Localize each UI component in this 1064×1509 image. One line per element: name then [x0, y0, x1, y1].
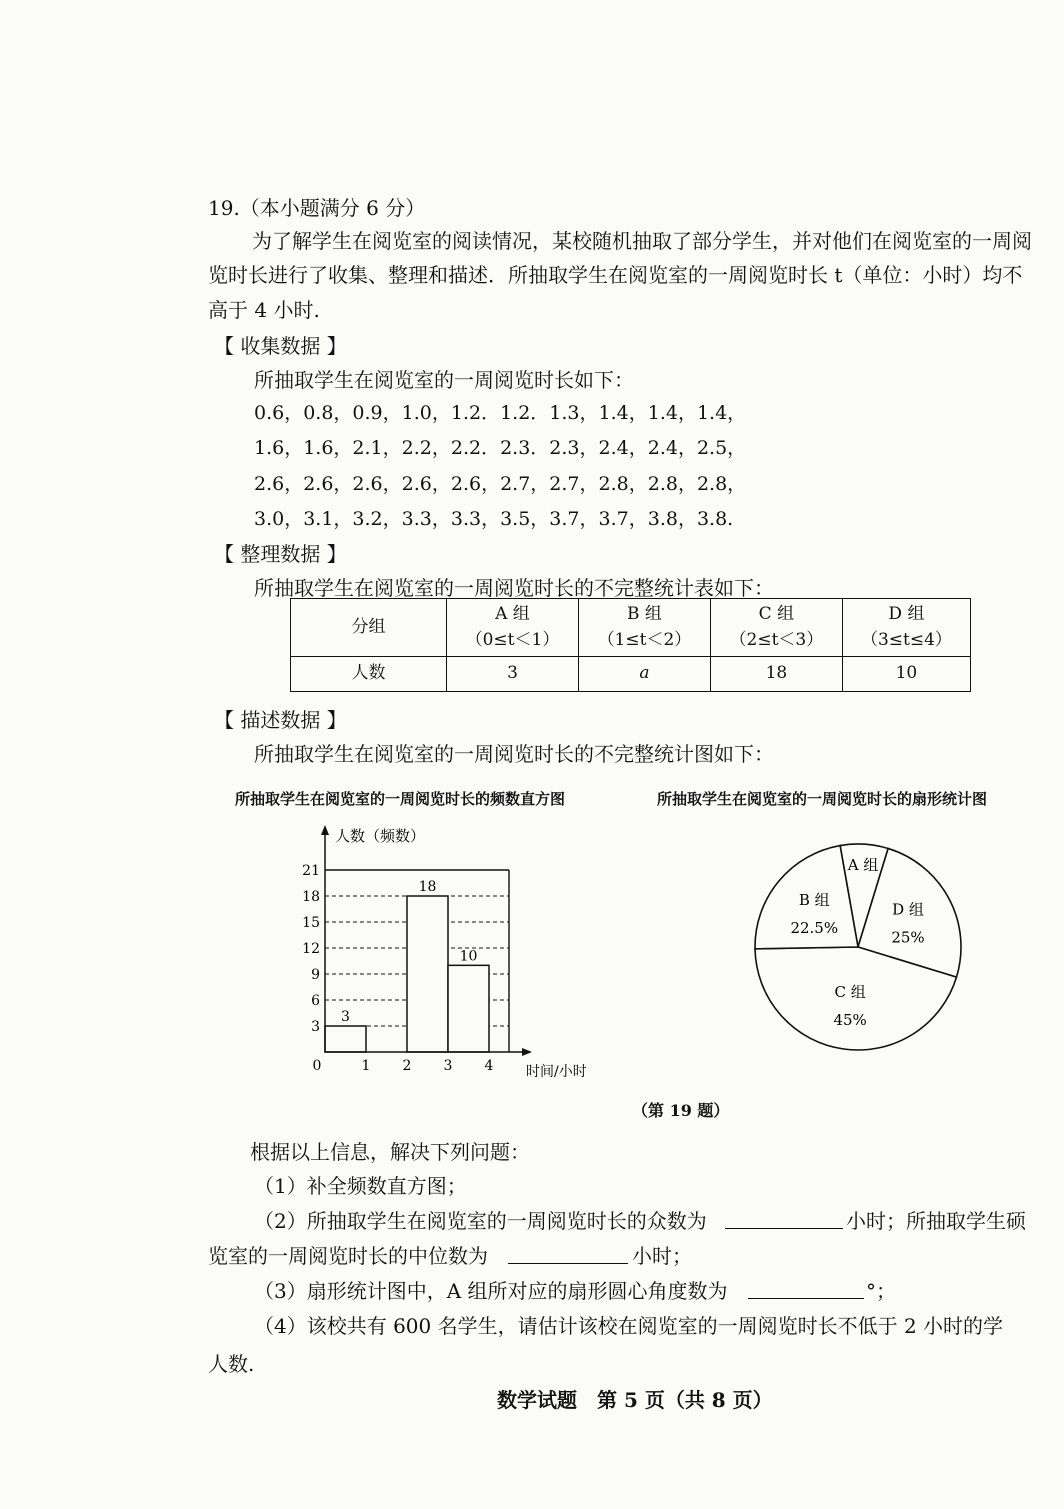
problem-4-part-b: 人数. [208, 1352, 255, 1376]
answer-blank-angle[interactable] [748, 1298, 864, 1299]
table-row-label: 人数 [291, 657, 447, 692]
histogram-data-label: 10 [459, 948, 478, 965]
pie-slice-label: D 组 [892, 900, 924, 919]
histogram-x-axis-label: 时间/小时 [526, 1064, 587, 1080]
problem-1: （1）补全频数直方图； [254, 1174, 467, 1198]
problem-3-part-b: °； [866, 1279, 896, 1303]
histogram-data-label: 3 [341, 1009, 350, 1025]
histogram-x-arrow [522, 1048, 532, 1056]
problem-2-part-d: 小时； [632, 1244, 692, 1268]
describe-heading: 【 描述数据 】 [214, 708, 347, 732]
data-row-4: 3.0，3.1，3.2，3.3，3.3，3.5，3.7，3.7，3.8，3.8. [254, 508, 734, 530]
intro-line-2: 览时长进行了收集、整理和描述．所抽取学生在阅览室的一周阅览时长 t（单位：小时）均不 [208, 263, 1023, 287]
page-footer: 数学试题 第 5 页（共 8 页） [497, 1388, 773, 1412]
pie-slice-label: A 组 [847, 855, 879, 874]
pie-slice-label: B 组 [798, 890, 830, 909]
table-cell-d: 10 [842, 657, 970, 692]
intro-line-1: 为了解学生在阅览室的阅读情况，某校随机抽取了部分学生，并对他们在阅览室的一周阅 [252, 229, 1032, 253]
histogram-y-tick-label: 15 [302, 915, 320, 931]
organize-heading: 【 整理数据 】 [214, 542, 347, 566]
figure-caption: （第 19 题） [632, 1101, 730, 1120]
pie-slice-percent: 22.5% [790, 918, 839, 937]
pie-slice-percent: 45% [833, 1011, 867, 1030]
histogram-data-label: 18 [418, 879, 437, 895]
answer-blank-median[interactable] [508, 1263, 628, 1264]
histogram-chart [290, 815, 630, 1090]
problems-lead: 根据以上信息，解决下列问题： [250, 1140, 530, 1164]
collect-heading: 【 收集数据 】 [214, 334, 347, 358]
describe-desc: 所抽取学生在阅览室的一周阅览时长的不完整统计图如下： [254, 742, 774, 766]
pie-slice-label: C 组 [834, 983, 866, 1002]
table-header-d: D 组 （3≤t≤4） [842, 599, 970, 657]
histogram-y-arrow [321, 825, 329, 835]
problem-2-part-b: 小时；所抽取学生硕 [846, 1209, 1026, 1233]
data-row-3: 2.6，2.6，2.6，2.6，2.6，2.7，2.7，2.8，2.8，2.8， [254, 473, 747, 495]
table-cell-a: 3 [447, 657, 579, 692]
histogram-y-tick-label: 9 [311, 967, 320, 983]
organize-desc: 所抽取学生在阅览室的一周阅览时长的不完整统计表如下： [254, 576, 774, 600]
table-header-group: 分组 [291, 599, 447, 657]
histogram-x-tick-label: 3 [443, 1058, 453, 1074]
histogram-y-axis-label: 人数（频数） [335, 827, 426, 845]
table-header-c: C 组 （2≤t＜3） [710, 599, 842, 657]
histogram-x-tick-label: 0 [312, 1058, 322, 1074]
table-header-a: A 组 （0≤t＜1） [447, 599, 579, 657]
problem-2-part-c: 览室的一周阅览时长的中位数为 [208, 1244, 488, 1268]
pie-slice-percent: 25% [891, 928, 925, 947]
histogram-title: 所抽取学生在阅览室的一周阅览时长的频数直方图 [235, 790, 566, 808]
histogram-bar [325, 1026, 366, 1052]
histogram-y-tick-label: 21 [302, 863, 320, 879]
problem-4-part-a: （4）该校共有 600 名学生，请估计该校在阅览室的一周阅览时长不低于 2 小时的学 [254, 1314, 1004, 1338]
statistics-table [290, 598, 971, 692]
histogram-x-tick-label: 1 [361, 1058, 371, 1074]
question-title: 19.（本小题满分 6 分） [208, 196, 426, 220]
histogram-bar [448, 965, 489, 1052]
pie-slices [755, 844, 961, 1050]
table-cell-c: 18 [710, 657, 842, 692]
problem-2-part-a: （2）所抽取学生在阅览室的一周阅览时长的众数为 [254, 1209, 707, 1233]
problem-3-part-a: （3）扇形统计图中，A 组所对应的扇形圆心角度数为 [254, 1279, 728, 1303]
table-header-b: B 组 （1≤t＜2） [578, 599, 710, 657]
histogram-y-tick-label: 18 [302, 889, 320, 905]
table-cell-b: a [578, 657, 710, 692]
data-row-1: 0.6，0.8，0.9，1.0，1.2．1.2．1.3，1.4，1.4，1.4， [254, 402, 747, 424]
histogram-y-tick-label: 6 [311, 993, 320, 1009]
histogram-x-tick-label: 2 [402, 1058, 412, 1074]
pie-chart [740, 835, 980, 1065]
histogram-x-tick-label: 4 [484, 1058, 494, 1074]
collect-desc: 所抽取学生在阅览室的一周阅览时长如下： [254, 368, 634, 392]
histogram-y-tick-label: 3 [311, 1019, 320, 1035]
histogram-y-tick-label: 12 [302, 941, 320, 957]
intro-line-3: 高于 4 小时. [208, 298, 320, 322]
data-row-2: 1.6，1.6，2.1，2.2，2.2．2.3．2.3，2.4，2.4，2.5， [254, 437, 747, 459]
histogram-bar [407, 896, 448, 1052]
answer-blank-mode[interactable] [725, 1228, 843, 1229]
pie-chart-title: 所抽取学生在阅览室的一周阅览时长的扇形统计图 [657, 790, 988, 808]
